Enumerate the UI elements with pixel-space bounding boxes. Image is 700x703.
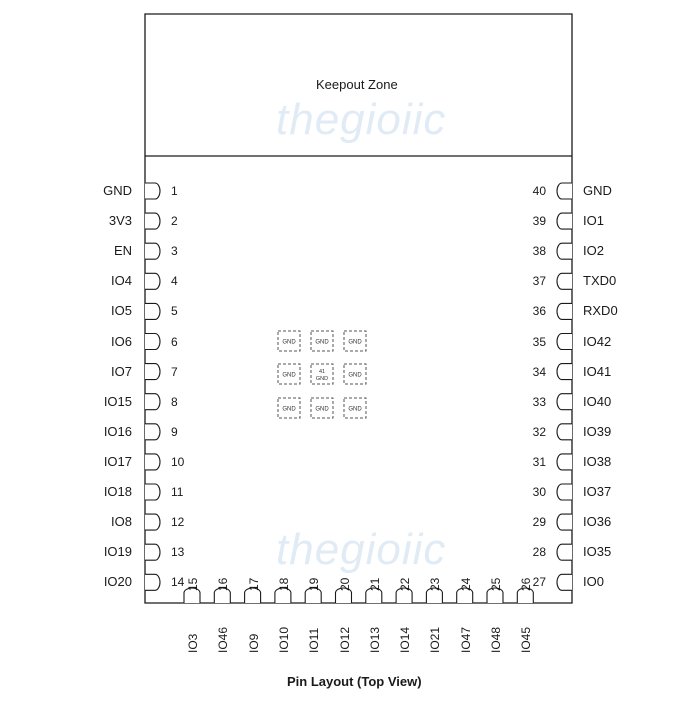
bottom-pin-number: 15 — [186, 577, 200, 591]
right-pin-number: 31 — [532, 454, 546, 469]
right-pin-pad — [557, 544, 572, 560]
bottom-pin-number: 25 — [489, 577, 503, 591]
right-pin-pad — [557, 364, 572, 380]
right-pin-name: IO38 — [583, 453, 612, 469]
right-pin-name: IO41 — [583, 363, 612, 379]
left-pin-pad — [145, 273, 160, 289]
right-pin-name: RXD0 — [583, 303, 618, 319]
ground-pad-label: GND — [348, 372, 362, 379]
left-pin-name: IO20 — [103, 574, 132, 590]
left-pin-name: IO18 — [103, 484, 132, 499]
bottom-pin-name: IO45 — [519, 626, 534, 653]
left-pin-name: GND — [103, 183, 132, 198]
right-pin-name: GND — [583, 183, 612, 198]
right-pin-number: 32 — [532, 424, 546, 439]
left-pin-number: 4 — [171, 274, 178, 289]
right-pin-number: 35 — [532, 334, 546, 349]
left-pin-name: IO7 — [111, 363, 132, 379]
left-pin-pad — [145, 424, 160, 440]
left-pin-number: 2 — [171, 214, 178, 229]
left-pin-number: 5 — [171, 304, 178, 319]
left-pin-number: 1 — [171, 184, 178, 198]
bottom-pin-name: IO47 — [458, 626, 473, 653]
right-pin-number: 33 — [532, 394, 546, 409]
bottom-pin-number: 20 — [337, 577, 352, 591]
left-pin-number: 10 — [171, 454, 185, 469]
right-pin-name: IO42 — [583, 333, 612, 349]
bottom-pin-name: IO21 — [428, 626, 443, 653]
left-pin-name: 3V3 — [108, 213, 132, 229]
left-pin-pad — [145, 213, 160, 229]
bottom-pin-name: IO9 — [246, 633, 261, 653]
right-pin-name: IO37 — [583, 484, 612, 499]
bottom-pin-number: 16 — [216, 577, 231, 591]
ground-pad-label: GND — [282, 372, 296, 379]
right-pin-pad — [557, 454, 572, 470]
left-pin-number: 8 — [171, 394, 178, 409]
left-pin-name: EN — [113, 243, 132, 259]
left-pin-number: 9 — [171, 424, 178, 439]
left-pin-name: IO5 — [111, 303, 132, 319]
left-pin-number: 7 — [171, 364, 178, 379]
left-pin-name: IO15 — [103, 393, 132, 409]
right-pin-name: IO0 — [583, 574, 604, 590]
bottom-pin-number: 18 — [276, 577, 291, 591]
left-pin-pad — [145, 334, 160, 350]
ground-pad-label: GND — [315, 339, 329, 346]
right-pin-number: 36 — [532, 304, 546, 319]
right-pin-number: 37 — [532, 274, 546, 289]
left-pin-name: IO17 — [103, 453, 132, 469]
left-pin-number: 3 — [171, 244, 178, 259]
bottom-pin-number: 17 — [246, 577, 261, 591]
right-pin-pad — [557, 183, 572, 199]
right-pin-name: IO39 — [583, 423, 612, 439]
right-pin-pad — [557, 303, 572, 319]
left-pin-number: 14 — [171, 575, 185, 590]
right-pin-number: 27 — [532, 575, 546, 590]
right-pin-name: IO35 — [583, 544, 612, 560]
bottom-pin-name: IO12 — [337, 626, 352, 653]
watermark-top: thegioiic — [276, 95, 447, 144]
ground-pad-label: GND — [282, 339, 296, 346]
left-pin-pad — [145, 544, 160, 560]
bottom-pin-number: 23 — [428, 577, 443, 591]
right-pin-pad — [557, 574, 572, 590]
left-pin-pad — [145, 183, 160, 199]
bottom-pin-number: 22 — [398, 577, 413, 591]
right-pin-name: IO2 — [583, 243, 604, 259]
bottom-pin-name: IO14 — [398, 626, 413, 653]
right-pin-pad — [557, 213, 572, 229]
left-pin-pad — [145, 364, 160, 380]
right-pin-pad — [557, 243, 572, 259]
left-pin-number: 12 — [171, 515, 185, 530]
right-pin-number: 30 — [532, 485, 546, 499]
right-pin-name: IO36 — [583, 514, 612, 530]
right-pin-name: IO1 — [583, 213, 604, 229]
right-pin-pad — [557, 424, 572, 440]
right-pin-number: 38 — [532, 244, 546, 259]
left-pin-pad — [145, 574, 160, 590]
right-pin-pad — [557, 514, 572, 530]
right-pin-number: 34 — [532, 364, 546, 379]
left-pin-pad — [145, 394, 160, 410]
bottom-pin-number: 26 — [519, 577, 534, 591]
bottom-pin-name: IO10 — [276, 626, 291, 653]
right-pin-pad — [557, 334, 572, 350]
right-pin-number: 29 — [532, 515, 546, 530]
bottom-pin-name: IO3 — [186, 633, 200, 653]
left-pin-name: IO8 — [111, 514, 132, 530]
left-pin-pad — [145, 514, 160, 530]
left-pin-name: IO4 — [111, 273, 132, 289]
keepout-zone-label: Keepout Zone — [316, 77, 398, 92]
left-pin-pad — [145, 243, 160, 259]
bottom-pin-name: IO13 — [367, 626, 382, 653]
ground-pad-label: GND — [315, 406, 329, 413]
right-pin-pad — [557, 273, 572, 289]
right-pin-name: IO40 — [583, 393, 612, 409]
bottom-pin-number: 21 — [367, 577, 382, 591]
left-pin-pad — [145, 484, 160, 500]
left-pin-pad — [145, 454, 160, 470]
bottom-pin-name: IO11 — [307, 627, 322, 653]
left-pin-name: IO16 — [103, 423, 132, 439]
bottom-pin-number: 24 — [458, 577, 473, 591]
right-pin-pad — [557, 394, 572, 410]
left-pin-name: IO6 — [111, 333, 132, 349]
ground-pad-label: GND — [315, 376, 329, 382]
bottom-pin-name: IO48 — [489, 626, 503, 653]
left-pin-number: 6 — [171, 334, 178, 349]
bottom-pin-name: IO46 — [216, 626, 231, 653]
ground-pad-label: GND — [282, 406, 296, 413]
left-pin-number: 13 — [171, 545, 185, 560]
ground-pad-label: GND — [348, 339, 362, 346]
left-pin-number: 11 — [171, 485, 184, 499]
left-pin-pad — [145, 303, 160, 319]
diagram-caption: Pin Layout (Top View) — [287, 674, 422, 689]
watermark-bottom: thegioiic — [276, 525, 447, 574]
left-pin-name: IO19 — [103, 544, 132, 560]
ground-pad-label: 41 — [318, 369, 326, 375]
right-pin-number: 39 — [532, 214, 546, 229]
right-pin-number: 28 — [532, 545, 546, 560]
right-pin-name: TXD0 — [583, 273, 617, 289]
bottom-pin-number: 19 — [307, 577, 322, 591]
ground-pad-label: GND — [348, 406, 362, 413]
right-pin-pad — [557, 484, 572, 500]
right-pin-number: 40 — [532, 184, 546, 198]
